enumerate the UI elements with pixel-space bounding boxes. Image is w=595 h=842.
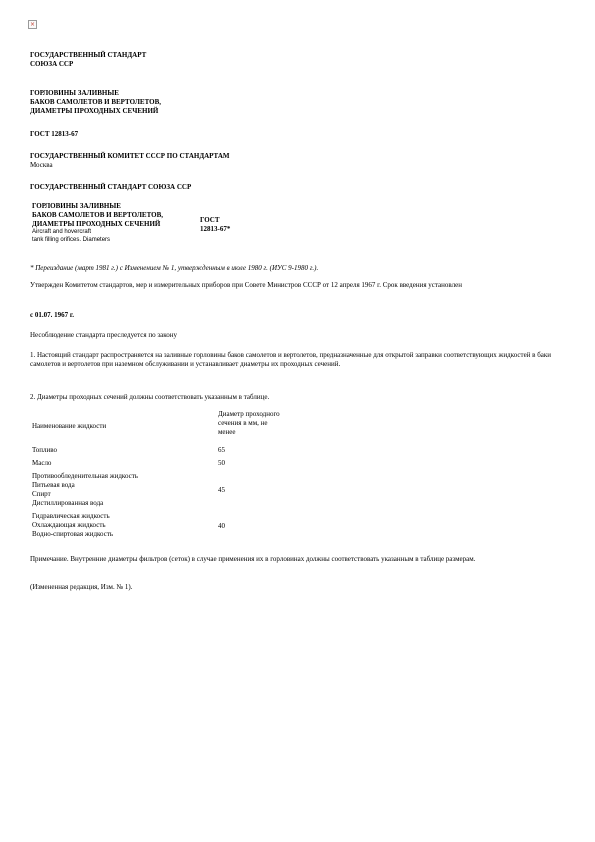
title-line-2: БАКОВ САМОЛЕТОВ И ВЕРТОЛЕТОВ, [30, 98, 162, 107]
table-header-name: Наименование жидкости [32, 422, 107, 430]
title-table-right [200, 216, 230, 234]
approval-paragraph: Утвержден Комитетом стандартов, мер и измерительных приборов при Совете Министров СССР от 12 апреля 1967 г. Срок введения установлен [30, 281, 462, 289]
document-title [30, 89, 161, 116]
table-header-diameter-line-2: сечения в мм, не [218, 419, 268, 428]
table-header-diameter-line-3: менее [218, 428, 236, 437]
table-cell-liquid-group [32, 512, 113, 539]
title-line-3: ДИАМЕТРЫ ПРОХОДНЫХ СЕЧЕНИЙ [30, 107, 159, 116]
table-cell-diameter: 45 [218, 486, 225, 494]
title-table-ru-3: ДИАМЕТРЫ ПРОХОДНЫХ СЕЧЕНИЙ [32, 220, 161, 229]
table-header-diameter-line-1: Диаметр проходного [218, 410, 280, 418]
table-cell-liquid: Гидравлическая жидкость [32, 512, 110, 520]
header-line-1: ГОСУДАРСТВЕННЫЙ СТАНДАРТ [30, 51, 147, 59]
title-table-ru-1: ГОРЛОВИНЫ ЗАЛИВНЫЕ [32, 202, 121, 210]
header-line-2: СОЮЗА ССР [30, 60, 74, 69]
table-cell-liquid: Дистиллированная вода [32, 499, 104, 508]
table-cell-diameter: 50 [218, 459, 225, 467]
table-cell-liquid: Масло [32, 459, 52, 467]
revision-note: (Измененная редакция, Изм. № 1). [30, 583, 133, 591]
title-table-en-2: tank filling orifices. Diameters [32, 237, 111, 244]
table-cell-liquid: Водно-спиртовая жидкость [32, 530, 114, 539]
table-cell-liquid-group [32, 472, 138, 508]
table-header-diameter [218, 410, 280, 437]
table-cell-diameter: 65 [218, 446, 225, 454]
broken-image-icon: × [29, 21, 36, 28]
title-table-ru-2: БАКОВ САМОЛЕТОВ И ВЕРТОЛЕТОВ, [32, 211, 164, 220]
effective-date: с 01.07. 1967 г. [30, 311, 74, 319]
committee-city: Москва [30, 161, 53, 170]
clause-2: 2. Диаметры проходных сечений должны соответствовать указанным в таблице. [30, 393, 270, 401]
penalty-statement: Несоблюдение стандарта преследуется по закону [30, 331, 177, 339]
title-table-gost-number: 12813-67* [200, 225, 231, 234]
table-cell-diameter: 40 [218, 522, 225, 530]
table-cell-liquid: Питьевая вода [32, 481, 75, 490]
reissue-footnote: * Переиздание (март 1981 г.) с Изменением № 1, утвержденным в июле 1980 г. (ИУС 9-1980 г.). [30, 264, 319, 272]
gost-id: ГОСТ 12813-67 [30, 130, 79, 138]
title-table-gost-label: ГОСТ [200, 216, 220, 224]
standard-union: ГОСУДАРСТВЕННЫЙ СТАНДАРТ СОЮЗА ССР [30, 183, 192, 191]
title-line-1: ГОРЛОВИНЫ ЗАЛИВНЫЕ [30, 89, 119, 97]
table-cell-liquid: Топливо [32, 446, 57, 454]
committee-block [30, 152, 230, 170]
title-table-en-1: Aircraft and hovercraft [32, 229, 92, 236]
table-cell-liquid: Охлаждающая жидкость [32, 521, 106, 530]
table-note: Примечание. Внутренние диаметры фильтров (сеток) в случае применения их в горловинах должны соответствовать указанным в таблице размерам. [30, 555, 476, 563]
title-table-left [32, 202, 163, 245]
document-header [30, 51, 146, 69]
committee-name: ГОСУДАРСТВЕННЫЙ КОМИТЕТ СССР ПО СТАНДАРТАМ [30, 152, 230, 160]
table-cell-liquid: Спирт [32, 490, 51, 499]
clause-1: 1. Настоящий стандарт распространяется на заливные горловины баков самолетов и вертолетов, предназначенные для открытой заправки соответствующих жидкостей в баки самолетов и вертолетов при наземном обслуживании и устанавливает диаметры их проходных сечений. [30, 351, 552, 369]
table-cell-liquid: Противообледенительная жидкость [32, 472, 138, 480]
